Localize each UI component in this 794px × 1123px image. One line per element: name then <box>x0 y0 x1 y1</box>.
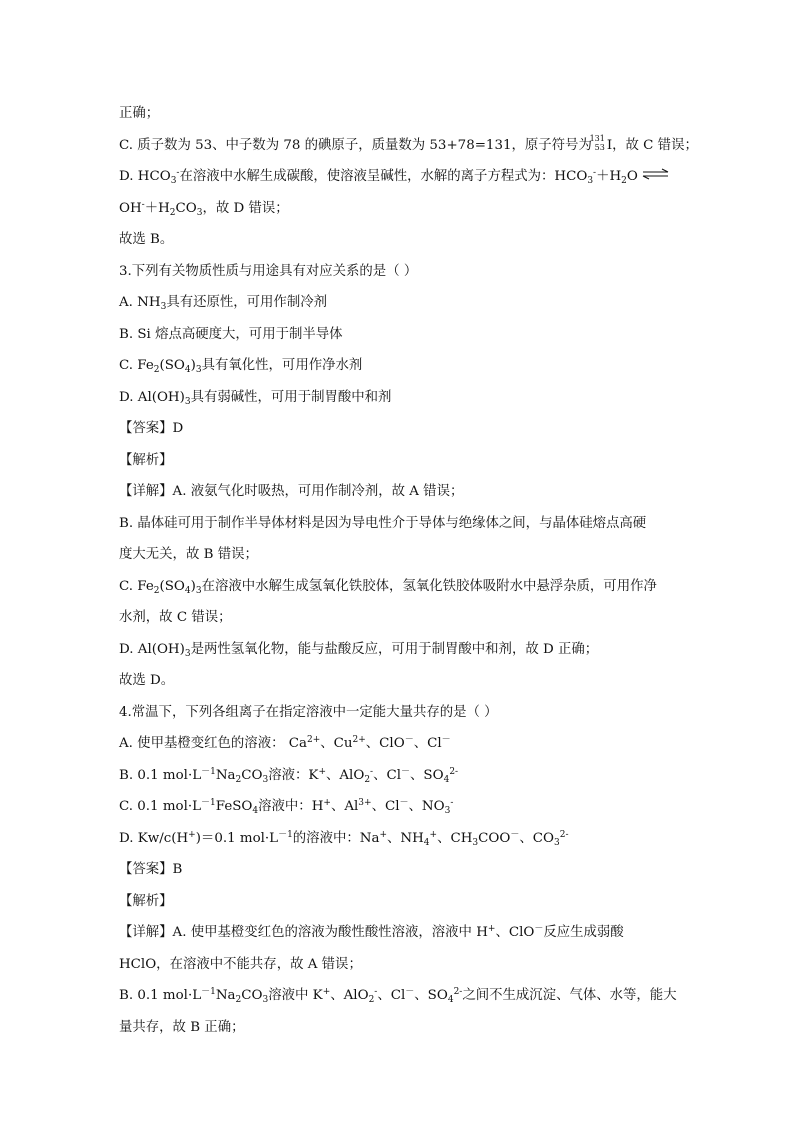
text-run: 度大无关，故 B 错误； <box>119 547 258 562</box>
text-run: 、Al <box>330 799 359 814</box>
text-run: (SO <box>159 578 185 594</box>
superscript: －1 <box>201 987 216 997</box>
text-line <box>119 634 679 666</box>
text-line <box>119 854 679 886</box>
text-run: HClO，在溶液中不能共存，故 A 错误； <box>119 956 362 972</box>
superscript: －1 <box>278 829 293 840</box>
text-run: 具有还原性，可用作制冷剂 <box>166 295 327 310</box>
text-run: 、SO <box>414 988 448 1003</box>
text-run: 、AlO <box>330 988 369 1003</box>
text-run: 的溶液中：Na <box>292 830 380 846</box>
text-run: D. HCO <box>119 169 171 184</box>
text-run: 水剂，故 C 错误； <box>119 610 232 625</box>
subscript: 2 <box>621 176 627 186</box>
subscript: 2 <box>368 995 375 1005</box>
text-line <box>119 98 679 130</box>
text-line <box>119 445 679 477</box>
text-run: C. Fe <box>119 358 154 373</box>
text-run: ＋H <box>596 169 622 184</box>
text-run: B. Si 熔点高硬度大，可用于制半导体 <box>119 326 343 342</box>
text-run: 、ClO <box>495 925 535 940</box>
text-line <box>119 130 698 162</box>
text-line <box>119 665 679 697</box>
text-run: 【详解】A. 液氨气化时吸热，可用作制冷剂，故 A 错误； <box>119 484 464 499</box>
superscript: + <box>379 829 387 840</box>
text-run: Na <box>215 767 236 783</box>
superscript: － <box>404 735 414 745</box>
subscript: 2 <box>169 207 176 218</box>
subscript: 2 <box>364 774 371 785</box>
text-run: 【解析】 <box>119 452 173 468</box>
text-run: D. Kw/c(H <box>119 830 189 846</box>
text-run: B. 0.1 mol·L <box>119 988 202 1003</box>
text-run: 、AlO <box>325 767 365 783</box>
subscript: 4 <box>252 806 259 816</box>
text-run: )＝0.1 mol·L <box>195 830 279 846</box>
text-line <box>119 193 679 225</box>
text-run: 反应生成弱酸 <box>543 925 624 940</box>
text-line <box>119 760 679 792</box>
text-run: 在溶液中水解生成碳酸，使溶液呈碱性，水解的离子方程式为：HCO <box>179 169 588 184</box>
text-line <box>119 697 679 729</box>
superscript: 2+ <box>306 735 321 745</box>
text-run: 【答案】D <box>119 421 184 436</box>
subscript: 3 <box>262 995 269 1005</box>
subscript: 3 <box>262 774 269 785</box>
subscript: 2 <box>153 365 160 375</box>
superscript: － <box>405 987 415 997</box>
reversible-arrow-icon <box>642 168 670 180</box>
text-line <box>119 224 679 256</box>
subscript: 4 <box>443 774 450 785</box>
text-run: 具有氧化性，可用作净水剂 <box>201 358 363 373</box>
subscript: 4 <box>184 365 191 375</box>
text-run: ＋H <box>144 200 170 216</box>
mass-number: 131 <box>589 133 605 143</box>
superscript: - <box>370 766 374 777</box>
superscript: 2+ <box>352 735 366 745</box>
text-run: 是两性氢氧化物，能与盐酸反应，可用于制胃酸中和剂，故 D 正确； <box>190 641 599 657</box>
superscript: - <box>593 168 597 178</box>
superscript: + <box>323 798 331 808</box>
text-run: 、NO <box>408 799 445 814</box>
text-run: 之间不生成沉淀、气体、水等，能大 <box>462 988 677 1003</box>
text-run: CO <box>241 767 263 783</box>
text-line <box>119 161 679 193</box>
superscript: － <box>510 829 520 840</box>
text-run: C. 0.1 mol·L <box>119 799 202 814</box>
text-run: ) <box>190 358 196 373</box>
text-line <box>119 1012 679 1044</box>
text-run: O <box>626 169 643 184</box>
text-line <box>119 382 679 414</box>
text-run: 、SO <box>410 767 444 783</box>
superscript: 2- <box>559 829 569 840</box>
superscript: － <box>441 735 451 745</box>
text-run: CO <box>175 200 197 216</box>
subscript: 3 <box>196 207 203 218</box>
superscript: － <box>399 798 409 808</box>
text-run: A. NH <box>119 295 161 310</box>
text-line <box>119 791 679 823</box>
text-line <box>119 949 679 981</box>
superscript: - <box>374 987 378 997</box>
subscript: 3 <box>195 365 202 375</box>
text-run: D. Al(OH) <box>119 641 185 657</box>
subscript: 2 <box>153 585 160 596</box>
text-line <box>119 413 679 445</box>
text-line <box>119 728 679 760</box>
text-run: (SO <box>159 358 185 373</box>
text-run: 具有弱碱性，可用于制胃酸中和剂 <box>190 389 392 405</box>
superscript: －1 <box>201 766 216 777</box>
superscript: 3+ <box>358 798 372 808</box>
text-run: OH <box>119 200 142 216</box>
text-run: A. 使甲基橙变红色的溶液： Ca <box>119 736 307 751</box>
subscript: 2 <box>235 995 242 1005</box>
subscript: 3 <box>184 648 191 659</box>
text-run: 故选 B。 <box>119 232 174 247</box>
document-page <box>119 98 698 1043</box>
subscript: 3 <box>472 837 479 848</box>
superscript: + <box>322 987 331 997</box>
text-run: 正确； <box>119 106 160 121</box>
text-run: 溶液中：H <box>258 799 324 814</box>
text-run: 、ClO <box>365 736 405 751</box>
subscript: 3 <box>444 806 451 816</box>
superscript: － <box>534 924 544 934</box>
text-run: 、Cl <box>377 988 406 1003</box>
superscript: - <box>141 199 145 210</box>
text-run: 量共存，故 B 正确； <box>119 1019 245 1035</box>
subscript: 4 <box>447 995 454 1005</box>
superscript: + <box>429 829 438 840</box>
superscript: －1 <box>201 798 216 808</box>
superscript: + <box>188 829 196 840</box>
text-run: 【答案】B <box>119 862 183 877</box>
text-run: 、Cl <box>413 736 442 751</box>
text-run: 溶液：K <box>268 767 319 783</box>
text-line <box>119 917 679 949</box>
subscript: 2 <box>235 774 242 785</box>
text-line <box>119 539 679 571</box>
text-run: B. 晶体硅可用于制作半导体材料是因为导电性介于导体与绝缘体之间，与晶体硅熔点高硬 <box>119 515 647 531</box>
text-line <box>119 571 679 603</box>
superscript: - <box>450 798 454 808</box>
text-line <box>119 980 679 1012</box>
subscript: 4 <box>184 585 191 596</box>
text-run: COO <box>478 830 511 846</box>
subscript: 3 <box>553 837 560 848</box>
text-line <box>119 823 679 855</box>
text-run: 在溶液中水解生成氢氧化铁胶体，氢氧化铁胶体吸附水中悬浮杂质，可用作净 <box>201 578 657 594</box>
text-line <box>119 287 679 319</box>
text-line <box>119 602 679 634</box>
text-run: 【详解】A. 使甲基橙变红色的溶液为酸性酸性溶液，溶液中 H <box>119 925 488 940</box>
text-run: 故选 D。 <box>119 673 175 688</box>
superscript: - <box>176 168 180 178</box>
text-run: 【解析】 <box>119 893 173 909</box>
superscript: 2- <box>449 766 459 777</box>
subscript: 3 <box>184 396 191 407</box>
subscript: 3 <box>587 176 594 186</box>
text-run: 、Cl <box>373 767 402 783</box>
text-run: 溶液中 K <box>268 988 323 1003</box>
text-line <box>119 256 679 288</box>
text-run: C. 质子数为 53、中子数为 78 的碘原子，质量数为 53+78=131，原子符号为 <box>119 137 592 153</box>
text-run: 4.常温下，下列各组离子在指定溶液中一定能大量共存的是（ ） <box>119 704 498 720</box>
text-run: 、Cu <box>320 736 353 751</box>
superscript: － <box>401 766 411 777</box>
subscript: 4 <box>423 837 430 848</box>
text-run: 3.下列有关物质性质与用途具有对应关系的是（ ） <box>119 263 418 279</box>
superscript: + <box>487 924 496 934</box>
subscript: 3 <box>195 585 202 596</box>
text-run: 、CO <box>519 830 554 846</box>
text-run: CO <box>241 988 263 1003</box>
element-symbol: I <box>606 137 613 153</box>
text-run: ，故 C 错误； <box>612 137 698 153</box>
text-run: D. Al(OH) <box>119 389 185 405</box>
subscript: 3 <box>170 176 177 186</box>
subscript: 3 <box>160 302 167 312</box>
text-line <box>119 319 679 351</box>
superscript: + <box>318 766 326 777</box>
text-line <box>119 350 679 382</box>
text-line <box>119 508 679 540</box>
text-run: 、CH <box>437 830 473 846</box>
text-run: ，故 D 错误； <box>202 200 289 216</box>
text-run: B. 0.1 mol·L <box>119 767 202 783</box>
text-line <box>119 886 679 918</box>
text-run: 、Cl <box>371 799 400 814</box>
text-run: 、NH <box>387 830 424 846</box>
isotope-prescripts <box>589 133 607 152</box>
text-run: Na <box>215 988 236 1003</box>
text-run: C. Fe <box>119 578 154 594</box>
text-line <box>119 476 679 508</box>
text-run: FeSO <box>215 799 253 814</box>
text-run: ) <box>190 578 196 594</box>
atomic-number: 53 <box>594 142 605 152</box>
superscript: 2- <box>453 987 463 997</box>
